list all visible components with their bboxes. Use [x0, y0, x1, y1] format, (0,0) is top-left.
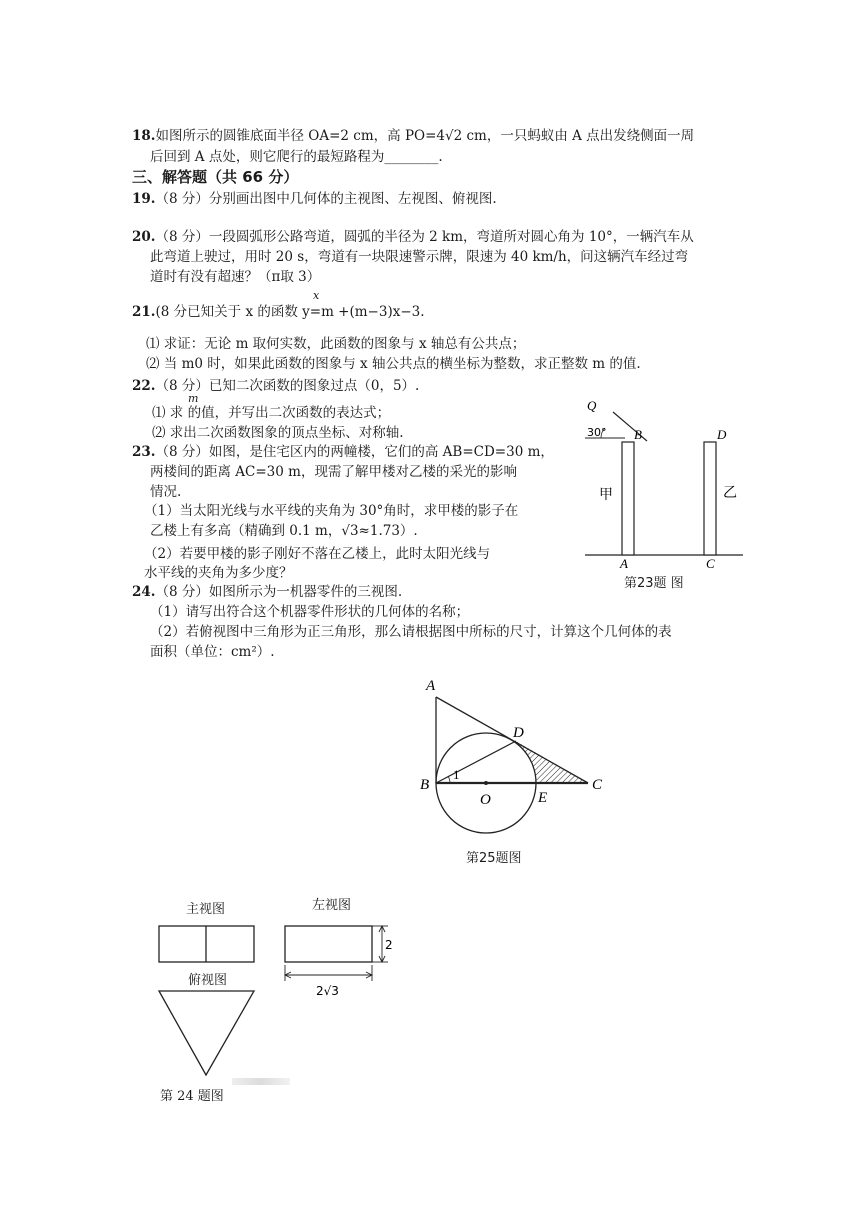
- label-A: A: [620, 556, 628, 571]
- label-B: B: [420, 777, 430, 793]
- q22-number: 22.: [132, 378, 156, 394]
- q21-part2: ⑵ 当 m0 时，如果此函数的图象与 x 轴公共点的横坐标为整数，求正整数 m 的值.: [146, 356, 641, 372]
- q20-line3: 道时有没有超速？（π取 3）: [150, 269, 321, 285]
- q23-part1: （1）当太阳光线与水平线的夹角为 30°角时，求甲楼的影子在: [144, 503, 519, 519]
- q20-line2: 此弯道上驶过，用时 20 s，弯道有一块限速警示牌，限速为 40 km/h，问这辆汽车经过弯: [150, 249, 689, 265]
- q19-line: [132, 190, 497, 208]
- q21-number: 21.: [132, 304, 156, 320]
- figure-24: [150, 915, 410, 1085]
- figure-23: [585, 395, 745, 595]
- q21-line1: [132, 303, 425, 321]
- q22-part1: ⑴ 求 的值，并写出二次函数的表达式；: [152, 405, 391, 421]
- label-A: A: [426, 678, 436, 694]
- q24-part1: （1）请写出符合这个机器零件形状的几何体的名称；: [150, 604, 470, 620]
- q23-part2: （2）若要甲楼的影子刚好不落在乙楼上，此时太阳光线与: [144, 546, 491, 562]
- q19-number: 19.: [132, 191, 156, 207]
- label-C: C: [592, 777, 603, 793]
- left-view-rect: [285, 926, 372, 962]
- q18-line2: 后回到 A 点处，则它爬行的最短路程为________.: [150, 149, 443, 165]
- figure-25-caption: 第25题图: [466, 851, 522, 866]
- q21-part1: ⑴ 求证：无论 m 取何实数，此函数的图象与 x 轴总有公共点；: [146, 336, 526, 352]
- q23-line3: 情况.: [150, 484, 182, 500]
- top-view-label: 俯视图: [188, 973, 228, 988]
- center-point-O: [484, 781, 488, 785]
- q21-text1: (8 分已知关于 x 的函数 y=m +(m−3)x−3.: [155, 304, 425, 320]
- q22-m-symbol: m: [188, 392, 199, 405]
- q22-part2: ⑵ 求出二次函数图象的顶点坐标、对称轴.: [152, 425, 404, 441]
- q18-number: 18.: [132, 128, 156, 144]
- q18-text1: 如图所示的圆锥底面半径 OA=2 cm，高 PO=4√2 cm，一只蚂蚁由 A 点出发绕侧面一周: [155, 128, 695, 144]
- label-O: O: [480, 792, 491, 808]
- q24-line1: [132, 583, 402, 601]
- q20-text1: （8 分）一段圆弧形公路弯道，圆弧的半径为 2 km，弯道所对圆心角为 10°，一辆汽车从: [155, 229, 694, 245]
- dim-h-label: 2: [385, 938, 393, 952]
- label-E: E: [538, 790, 548, 806]
- q21-exponent: x: [313, 289, 320, 302]
- label-yi: 乙: [723, 485, 737, 501]
- q18-line1: [132, 127, 694, 145]
- figure-24-caption: 第 24 题图: [160, 1089, 224, 1104]
- left-view-label: 左视图: [312, 898, 352, 913]
- building-jia: [622, 442, 634, 555]
- q24-text1: （8 分）如图所示为一机器零件的三视图.: [155, 584, 403, 600]
- front-view-label: 主视图: [186, 902, 226, 917]
- label-angle-30: 30°: [587, 426, 607, 439]
- q23-text1: （8 分）如图，是住宅区内的两幢楼，它们的高 AB=CD=30 m，: [155, 444, 554, 460]
- figure-23-caption: 第23题 图: [624, 576, 684, 591]
- q19-text: （8 分）分别画出图中几何体的主视图、左视图、俯视图.: [155, 191, 497, 207]
- label-D: D: [513, 725, 524, 741]
- figure-25: [420, 670, 620, 840]
- q23-line1: [132, 443, 554, 461]
- q23-part2-cont: 水平线的夹角为多少度？: [144, 565, 293, 581]
- faint-smudge: [232, 1078, 290, 1085]
- q22-text1: （8 分）已知二次函数的图象过点（0，5）.: [155, 378, 420, 394]
- building-yi: [704, 442, 716, 555]
- label-angle-1: 1: [453, 767, 460, 782]
- q20-number: 20.: [132, 229, 156, 245]
- section-heading: 三、解答题（共 66 分）: [132, 168, 299, 186]
- q23-part1-cont: 乙楼上有多高（精确到 0.1 m，√3≈1.73）.: [150, 523, 418, 539]
- q22-line1: [132, 377, 419, 395]
- q24-part2: （2）若俯视图中三角形为正三角形，那么请根据图中所标的尺寸，计算这个几何体的表: [150, 624, 672, 640]
- q20-line1: [132, 228, 694, 246]
- q24-part2-cont: 面积（单位：cm²）.: [150, 644, 275, 660]
- q23-number: 23.: [132, 444, 156, 460]
- q24-number: 24.: [132, 584, 156, 600]
- label-Q: Q: [587, 398, 597, 413]
- label-B: B: [634, 427, 642, 442]
- q23-line2: 两楼间的距离 AC=30 m，现需了解甲楼对乙楼的采光的影响: [150, 464, 517, 480]
- label-jia: 甲: [599, 487, 613, 503]
- label-C: C: [706, 556, 715, 571]
- label-D: D: [717, 427, 727, 442]
- top-view-triangle: [159, 991, 254, 1075]
- dim-w-label: 2√3: [316, 984, 339, 998]
